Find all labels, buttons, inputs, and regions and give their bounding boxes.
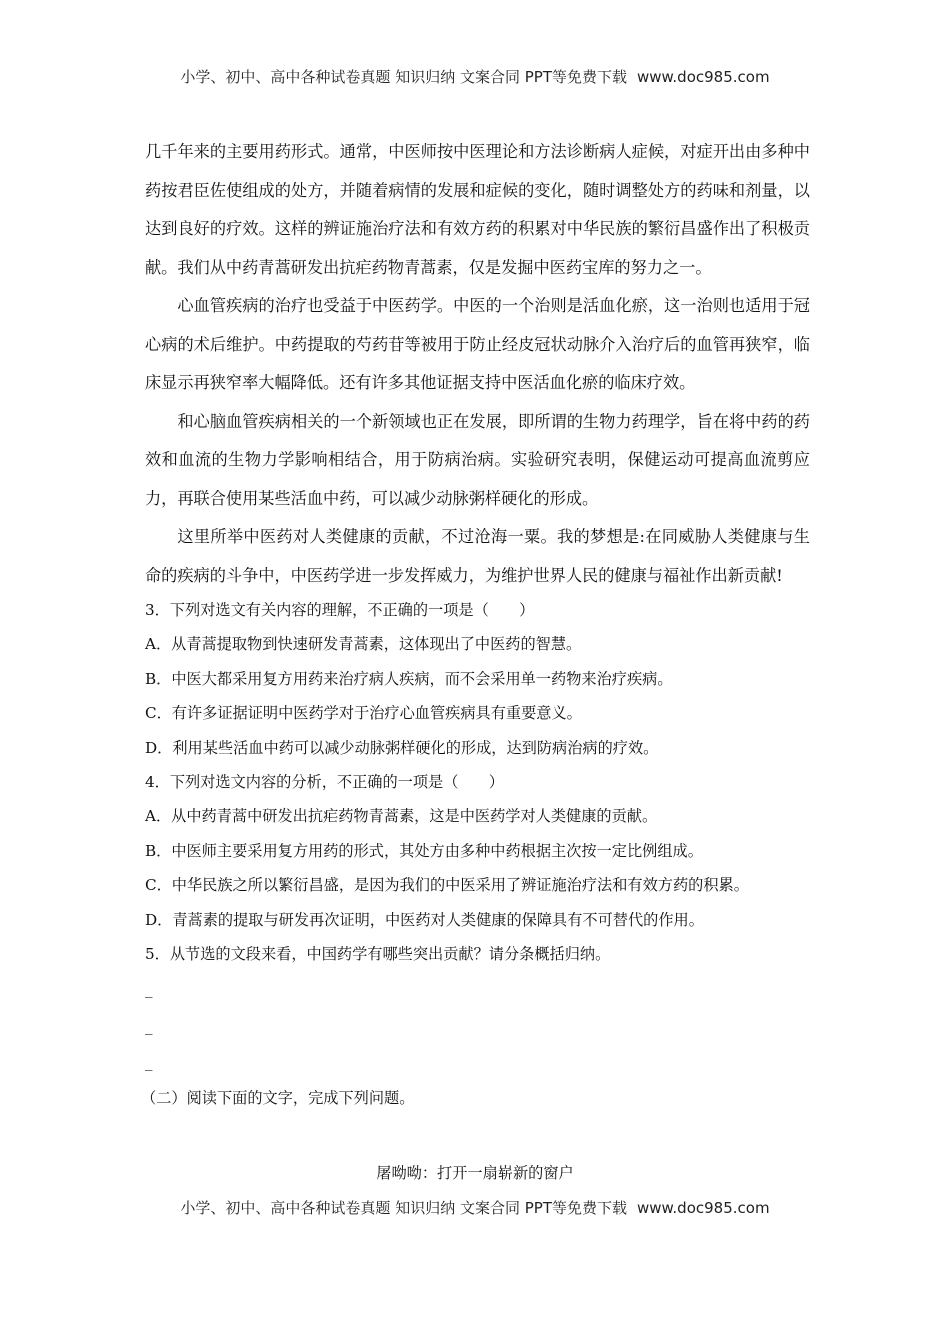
question-4-option-a: A．从中药青蒿中研发出抗疟药物青蒿素，这是中医药学对人类健康的贡献。 [145,807,658,826]
question-4 [145,765,810,937]
answer-blank-1: _ [145,980,153,999]
article-title: 屠呦呦：打开一扇崭新的窗户 [376,1164,574,1182]
body-paragraph-4: 这里所举中医药对人类健康的贡献，不过沧海一粟。我的梦想是:在同威胁人类健康与生命的疾病的斗争中，中医药学进一步发挥威力，为维护世界人民的健康与福祉作出新贡献! [145,527,810,585]
body-paragraph-2: 心血管疾病的治疗也受益于中医药学。中医的一个治则是活血化瘀，这一治则也适用于冠心病的术后维护。中药提取的芍药苷等被用于防止经皮冠状动脉介入治疗后的血管再狭窄，临床显示再狭窄率大幅降低。还有许多其他证据支持中医活血化瘀的临床疗效。 [145,296,810,392]
question-5 [145,937,810,1081]
page-footer [0,1197,950,1218]
question-5-stem: 5．从节选的文段来看，中国药学有哪些突出贡献？请分条概括归纳。 [145,945,611,964]
body-paragraph-3: 和心脑血管疾病相关的一个新领域也正在发展，即所谓的生物力药理学，旨在将中药的药效和血流的生物力学影响相结合，用于防病治病。实验研究表明，保健运动可提高血流剪应力，再联合使用某些活血中药，可以减少动脉粥样硬化的形成。 [145,411,810,508]
question-3-option-d: D．利用某些活血中药可以减少动脉粥样硬化的形成，达到防病治病的疗效。 [145,738,659,757]
question-3-stem: 3．下列对选文有关内容的理解，不正确的一项是（ ） [145,601,535,619]
question-3-option-c: C．有许多证据证明中医药学对于治疗心血管疾病具有重要意义。 [145,704,582,723]
question-4-stem: 4．下列对选文内容的分析，不正确的一项是（ ） [145,773,504,792]
footer-url[interactable]: www.doc985.com [636,1199,770,1217]
header-url[interactable]: www.doc985.com [636,68,770,86]
question-3 [145,593,810,765]
body-paragraph-1: 几千年来的主要用药形式。通常，中医师按中医理论和方法诊断病人症候，对症开出由多种中药按君臣佐使组成的处方，并随着病情的发展和症候的变化，随时调整处方的药味和剂量，以达到良好的疗效。这样的辨证施治疗法和有效方药的积累对中华民族的繁衍昌盛作出了积极贡献。我们从中药青蒿研发出抗疟药物青蒿素，仅是发掘中医药宝库的努力之一。 [145,142,810,277]
section-2-intro: （二）阅读下面的文字，完成下列问题。 [141,1088,415,1107]
question-4-option-b: B．中医师主要采用复方用药的形式，其处方由多种中药根据主次按一定比例组成。 [145,841,703,860]
question-4-option-d: D．青蒿素的提取与研发再次证明，中医药对人类健康的保障具有不可替代的作用。 [145,910,704,929]
footer-text: 小学、初中、高中各种试卷真题 知识归纳 文案合同 PPT等免费下载 [180,1199,627,1217]
question-3-option-b: B．中医大都采用复方用药来治疗病人疾病，而不会采用单一药物来治疗疾病。 [145,669,673,688]
question-3-option-a: A．从青蒿提取物到快速研发青蒿素，这体现出了中医药的智慧。 [145,635,582,654]
page-header [0,66,950,87]
question-4-option-c: C．中华民族之所以繁衍昌盛，是因为我们的中医采用了辨证施治疗法和有效方药的积累。 [145,876,749,895]
document-body [141,133,810,1115]
answer-blank-2: _ [145,1016,153,1035]
answer-blank-3: _ [145,1053,153,1072]
header-text: 小学、初中、高中各种试卷真题 知识归纳 文案合同 PPT等免费下载 [180,68,627,86]
